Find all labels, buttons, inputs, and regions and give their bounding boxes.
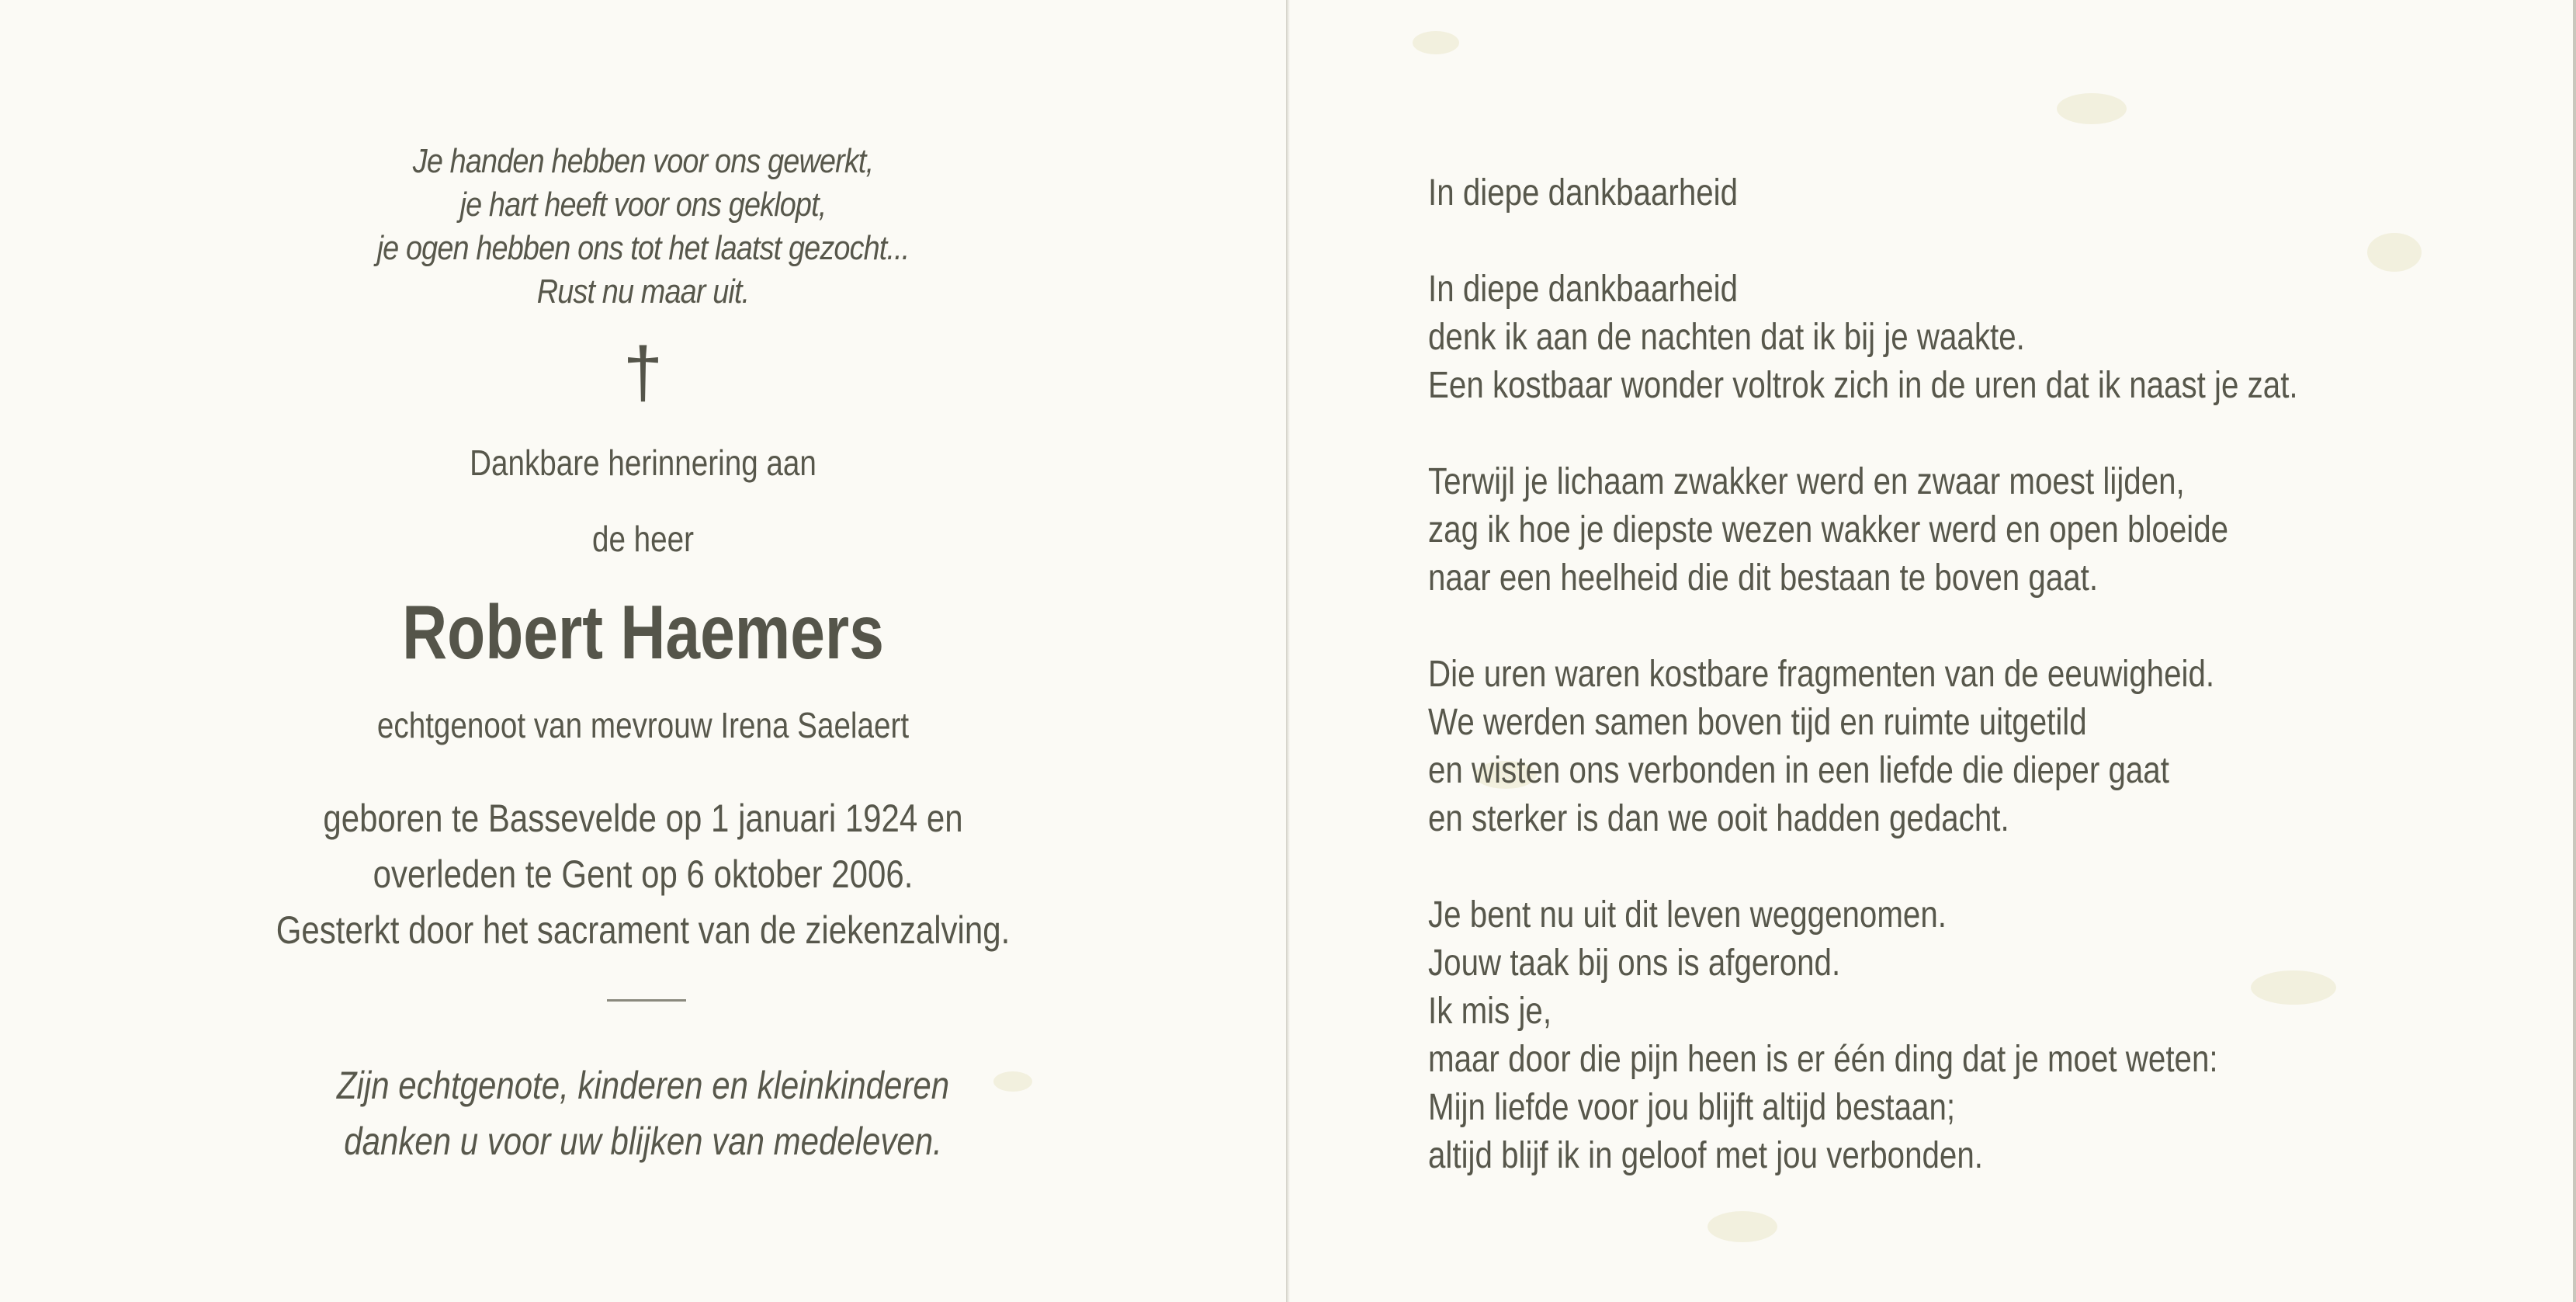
- biography-line: overleden te Gent op 6 oktober 2006.: [373, 852, 914, 896]
- poem-line: In diepe dankbaarheid: [1428, 269, 1739, 310]
- opening-verse-line: Rust nu maar uit.: [536, 273, 750, 311]
- poem-line: Ik mis je,: [1428, 991, 1552, 1032]
- opening-verse: [0, 140, 1286, 314]
- poem: [1428, 169, 2354, 1228]
- poem-line: Jouw taak bij ons is afgerond.: [1428, 943, 1841, 984]
- deceased-name: Robert Haemers: [402, 589, 884, 675]
- poem-line: Een kostbaar wonder voltrok zich in de uren dat ik naast je zat.: [1428, 365, 2298, 406]
- poem-stanza: [1428, 651, 2354, 843]
- poem-line: maar door die pijn heen is er één ding dat je moet weten:: [1428, 1039, 2218, 1080]
- closing-text: [103, 1057, 1184, 1169]
- opening-verse-line: je ogen hebben ons tot het laatst gezocht...: [376, 229, 910, 267]
- left-panel: [0, 0, 1286, 1302]
- opening-verse-line: Je handen hebben voor ons gewerkt,: [412, 142, 874, 180]
- biography: [103, 790, 1184, 958]
- cross-icon: †: [622, 333, 664, 412]
- closing-line: Zijn echtgenote, kinderen en kleinkinderen: [336, 1064, 950, 1107]
- spouse-line: echtgenoot van mevrouw Irena Saelaert: [376, 705, 910, 745]
- poem-line: We werden samen boven tijd en ruimte uitgetild: [1428, 702, 2087, 743]
- opening-verse-line: je hart heeft voor ons geklopt,: [459, 186, 827, 224]
- poem-line: en wisten ons verbonden in een liefde die dieper gaat: [1428, 750, 2169, 791]
- right-panel: [1290, 0, 2573, 1302]
- poem-line: Mijn liefde voor jou blijft altijd bestaan;: [1428, 1087, 1956, 1128]
- poem-stanza: [1428, 266, 2354, 410]
- poem-line: denk ik aan de nachten dat ik bij je waakte.: [1428, 317, 2025, 358]
- honorific: de heer: [591, 519, 695, 559]
- poem-line: altijd blijf ik in geloof met jou verbonden.: [1428, 1135, 1983, 1176]
- remembrance-heading: Dankbare herinnering aan: [470, 443, 816, 483]
- poem-line: zag ik hoe je diepste wezen wakker werd en open bloeide: [1428, 509, 2229, 550]
- card-edge: [2573, 0, 2576, 1302]
- poem-line: Je bent nu uit dit leven weggenomen.: [1428, 894, 1947, 936]
- biography-line: geboren te Bassevelde op 1 januari 1924 en: [323, 797, 963, 840]
- divider: [607, 999, 686, 1002]
- poem-line: naar een heelheid die dit bestaan te boven gaat.: [1428, 557, 2099, 599]
- poem-stanza: [1428, 891, 2354, 1180]
- poem-stanza: [1428, 458, 2354, 602]
- poem-line: en sterker is dan we ooit hadden gedacht.: [1428, 798, 2009, 839]
- poem-line: Terwijl je lichaam zwakker werd en zwaar moest lijden,: [1428, 461, 2185, 502]
- poem-title: In diepe dankbaarheid: [1428, 172, 1739, 214]
- closing-line: danken u voor uw blijken van medeleven.: [344, 1120, 942, 1163]
- biography-line: Gesterkt door het sacrament van de ziekenzalving.: [276, 908, 1011, 952]
- poem-line: Die uren waren kostbare fragmenten van de eeuwigheid.: [1428, 654, 2215, 695]
